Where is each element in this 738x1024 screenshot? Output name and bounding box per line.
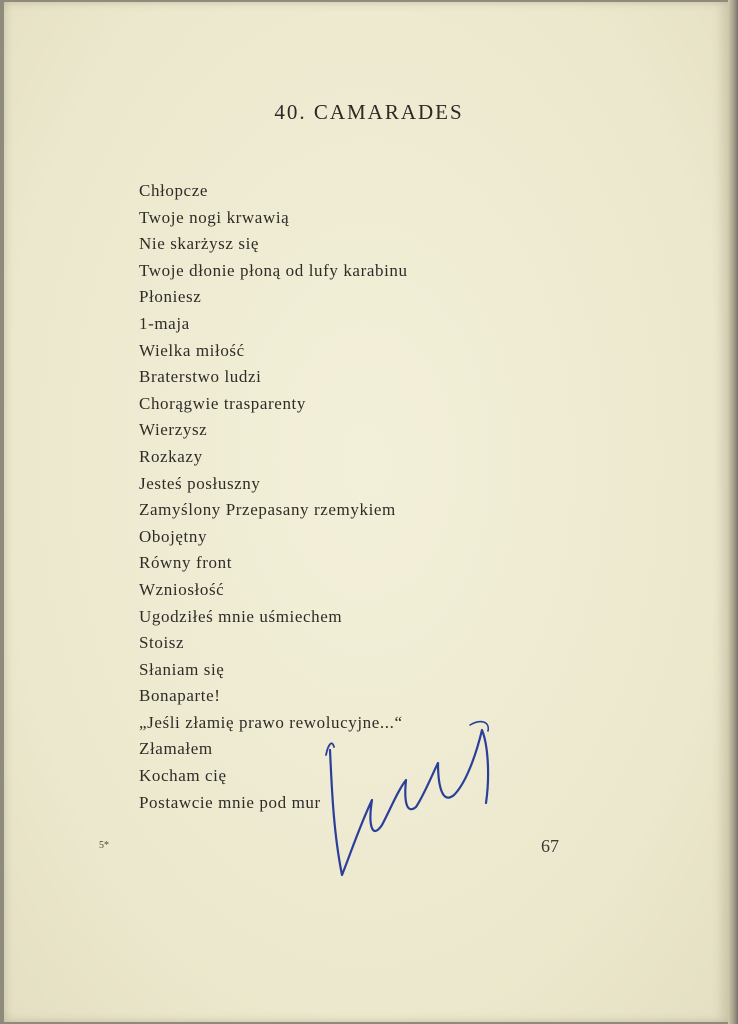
poem-line: Twoje dłonie płoną od lufy karabinu xyxy=(139,260,408,280)
poem-line: 1-maja xyxy=(139,313,190,333)
handwritten-signature xyxy=(320,715,500,895)
poem-line: Wielka miłość xyxy=(139,340,245,360)
poem-line: Rozkazy xyxy=(139,446,203,466)
poem-line: Bonaparte! xyxy=(139,686,221,706)
poem-line: Płoniesz xyxy=(139,287,202,307)
page-number: 67 xyxy=(541,836,559,856)
poem-line: Wierzysz xyxy=(139,420,208,440)
printer-signature-mark: 5* xyxy=(99,840,109,851)
poem-line: Ugodziłeś mnie uśmiechem xyxy=(139,606,343,626)
poem-line: Chorągwie trasparenty xyxy=(139,393,306,413)
poem-line: Słaniam się xyxy=(139,659,225,679)
poem-line: Równy front xyxy=(139,553,233,573)
poem-title: 40. CAMARADES xyxy=(274,100,464,124)
poem-line: Złamałem xyxy=(139,739,213,759)
poem-line: Twoje nogi krwawią xyxy=(139,207,290,227)
poem-line: Obojętny xyxy=(139,526,208,546)
page-edge xyxy=(728,0,738,1024)
poem-line: Kocham cię xyxy=(139,766,227,786)
poem-line: Braterstwo ludzi xyxy=(139,367,262,387)
poem-line: Wzniosłość xyxy=(139,579,225,599)
poem-line: Stoisz xyxy=(139,633,185,653)
poem-line: Jesteś posłuszny xyxy=(139,473,261,493)
signature-stroke xyxy=(330,730,488,875)
signature-stroke xyxy=(470,722,488,731)
poem-line: Postawcie mnie pod mur xyxy=(139,792,321,812)
poem-line: Nie skarżysz się xyxy=(139,234,260,254)
poem-line: Chłopcze xyxy=(139,181,208,200)
poem-line: „Jeśli złamię prawo rewolucyjne...“ xyxy=(139,712,403,732)
poem-line: Zamyślony Przepasany rzemykiem xyxy=(139,500,396,520)
